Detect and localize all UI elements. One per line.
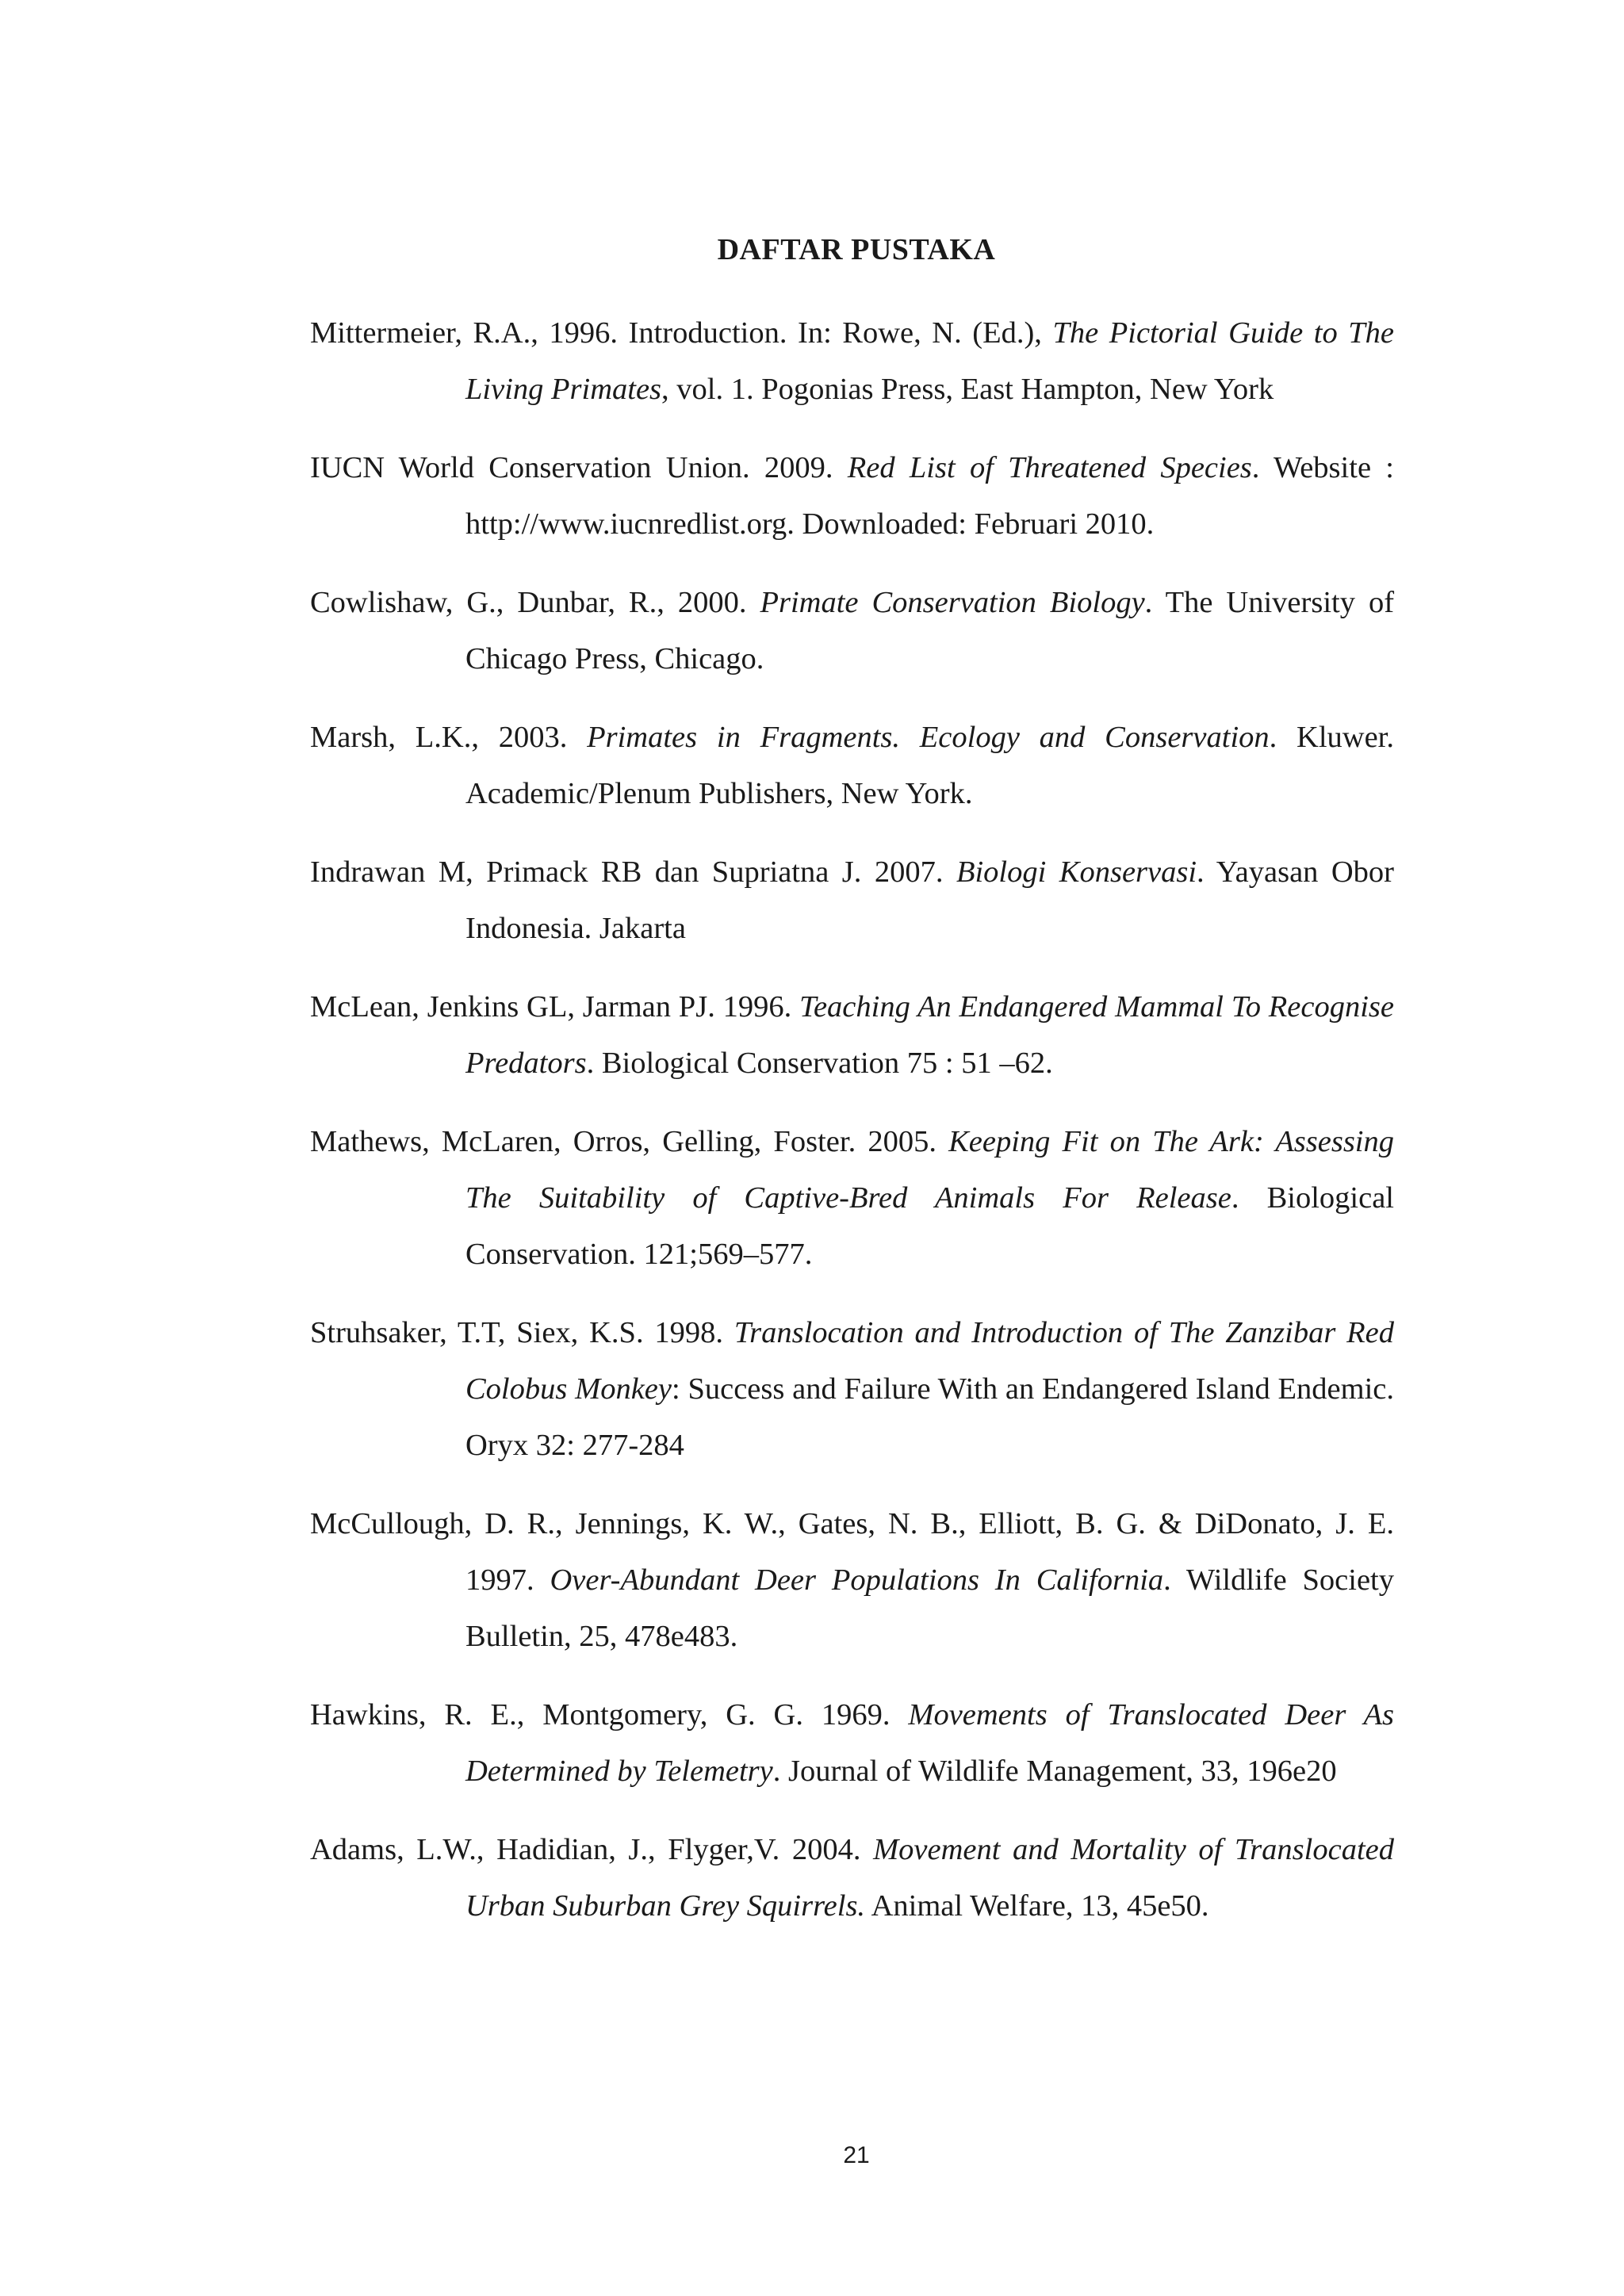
reference-entry [310,979,1394,1092]
reference-entry [310,1305,1394,1474]
reference-authors-year: Mathews, McLaren, Orros, Gelling, Foster. 2005. [310,1125,949,1158]
reference-publication-details: Animal Welfare, 13, 45e50. [865,1889,1209,1923]
reference-entry [310,305,1394,418]
reference-entry [310,1114,1394,1283]
reference-work-title: Movements of Translocated Deer As Determined by Telemetry [465,1698,1394,1788]
reference-publication-details: . Website : http://www.iucnredlist.org. Downloaded: Februari 2010. [465,451,1394,541]
reference-work-title: Primate Conservation Biology [760,586,1145,619]
reference-publication-details: . Kluwer. Academic/Plenum Publishers, New York. [465,721,1395,810]
reference-authors-year: Marsh, L.K., 2003. [310,721,588,754]
reference-entry [310,575,1394,687]
reference-work-title: Red List of Threatened Species [847,451,1252,484]
reference-authors-year: Hawkins, R. E., Montgomery, G. G. 1969. [310,1698,909,1732]
reference-work-title: Teaching An Endangered Mammal To Recognise Predators [465,990,1394,1080]
reference-authors-year: McLean, Jenkins GL, Jarman PJ. 1996. [310,990,800,1024]
reference-publication-details: . Biological Conservation. 121;569–577. [465,1181,1394,1271]
reference-authors-year: McCullough, D. R., Jennings, K. W., Gates, N. B., Elliott, B. G. & DiDonato, J. E. 1997. [310,1507,1394,1597]
reference-publication-details: . Journal of Wildlife Management, 33, 196e20 [772,1755,1337,1788]
reference-publication-details: , vol. 1. Pogonias Press, East Hampton, New York [661,373,1274,406]
reference-authors-year: Indrawan M, Primack RB dan Supriatna J. 2007. [310,855,956,889]
reference-work-title: The Pictorial Guide to The Living Primates [465,316,1394,406]
reference-authors-year: Adams, L.W., Hadidian, J., Flyger,V. 2004. [310,1833,874,1866]
reference-publication-details: . Biological Conservation 75 : 51 –62. [586,1047,1053,1080]
reference-work-title: Primates in Fragments. Ecology and Conservation [587,721,1270,754]
reference-entry [310,440,1394,553]
reference-authors-year: IUCN World Conservation Union. 2009. [310,451,848,484]
reference-entry [310,844,1394,957]
page-number: 21 [843,2142,870,2168]
reference-work-title: Biologi Konservasi [956,855,1197,889]
reference-entry [310,1496,1394,1665]
reference-work-title: Translocation and Introduction of The Zanzibar Red Colobus Monkey [465,1316,1395,1406]
reference-publication-details: . The University of Chicago Press, Chicago. [465,586,1395,675]
reference-work-title: Keeping Fit on The Ark: Assessing The Suitability of Captive-Bred Animals For Release [465,1125,1394,1215]
reference-authors-year: Cowlishaw, G., Dunbar, R., 2000. [310,586,760,619]
reference-entry [310,1687,1394,1800]
page-title: DAFTAR PUSTAKA [717,233,996,266]
reference-publication-details: . Wildlife Society Bulletin, 25, 478e483. [465,1563,1394,1653]
reference-authors-year: Mittermeier, R.A., 1996. Introduction. In: Rowe, N. (Ed.), [310,316,1053,350]
reference-publication-details: . Yayasan Obor Indonesia. Jakarta [465,855,1394,945]
reference-work-title: Movement and Mortality of Translocated Urban Suburban Grey Squirrels. [465,1833,1394,1923]
reference-entry [310,710,1394,822]
reference-work-title: Over-Abundant Deer Populations In California [550,1563,1164,1597]
reference-authors-year: Struhsaker, T.T, Siex, K.S. 1998. [310,1316,734,1349]
reference-publication-details: : Success and Failure With an Endangered Island Endemic. Oryx 32: 277-284 [465,1372,1394,1462]
reference-list [310,305,1394,1957]
reference-entry [310,1822,1394,1934]
